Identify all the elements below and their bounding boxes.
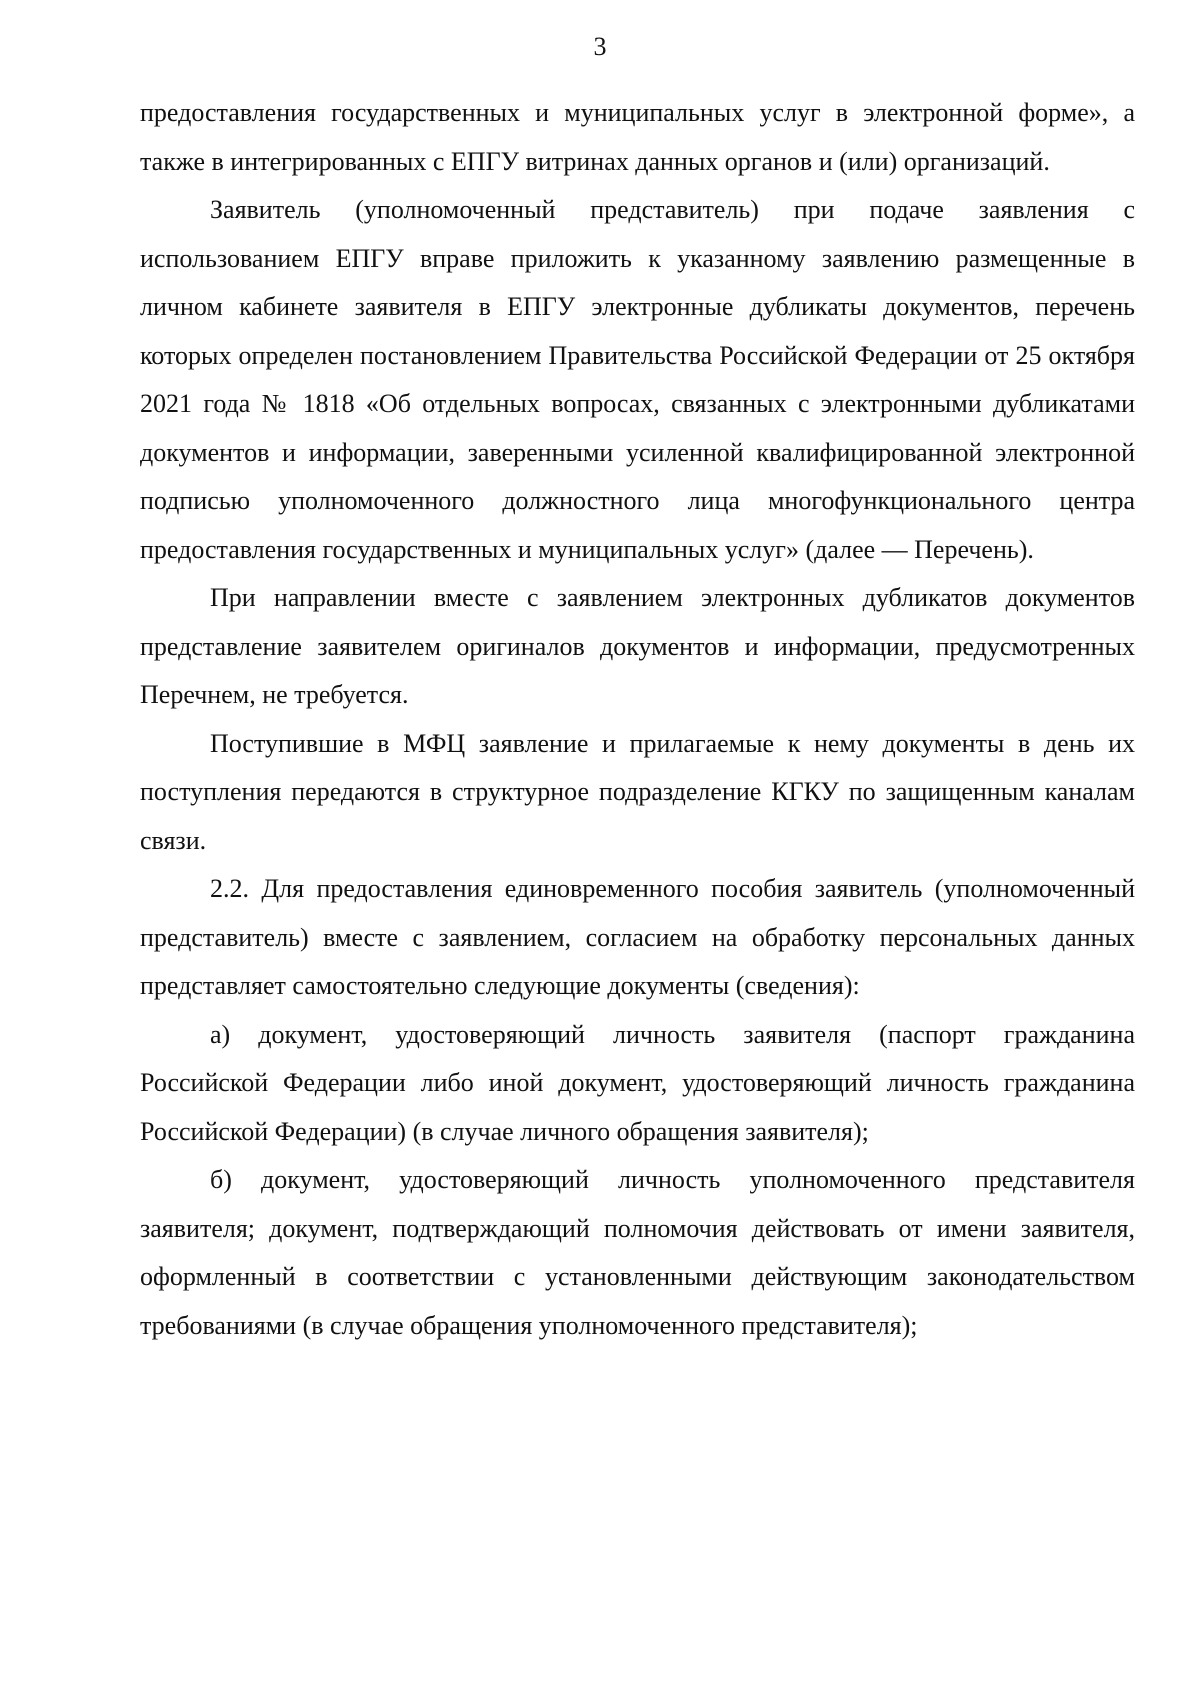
paragraph-applicant-epgu: Заявитель (уполномоченный представитель) при подаче заявления с использованием ЕПГУ вправе приложить к указанному заявлению размещенные в личном кабинете заявителя в ЕПГУ электронные дубликаты документов, перечень которых определен постановлением Правительства Российской Федерации от 25 октября 2021 года № 1818 «Об отдельных вопросах, связанных с электронными дубликатами документов и информации, заверенными усиленной квалифицированной электронной подписью уполномоченного должностного лица многофункционального центра предоставления государственных и муниципальных услуг» (далее — Перечень). <box>140 195 1135 564</box>
paragraph-mfc: Поступившие в МФЦ заявление и прилагаемые к нему документы в день их поступления передаются в структурное подразделение КГКУ по защищенным каналам связи. <box>140 728 1135 855</box>
paragraph-duplicates: При направлении вместе с заявлением электронных дубликатов документов представление заявителем оригиналов документов и информации, предусмотренных Перечнем, не требуется. <box>140 583 1135 709</box>
document-body <box>140 89 1135 1350</box>
page-number: 3 <box>593 32 607 61</box>
paragraph-continuation: предоставления государственных и муниципальных услуг в электронной форме», а также в интегрированных с ЕПГУ витринах данных органов и (или) организаций. <box>140 98 1135 176</box>
paragraph-item-b: б) документ, удостоверяющий личность уполномоченного представителя заявителя; документ, подтверждающий полномочия действовать от имени заявителя, оформленный в соответствии с установленными действующим законодательством требованиями (в случае обращения уполномоченного представителя); <box>140 1165 1135 1340</box>
paragraph-2-2: 2.2. Для предоставления единовременного пособия заявитель (уполномоченный представитель) вместе с заявлением, согласием на обработку персональных данных представляет самостоятельно следующие документы (сведения): <box>140 874 1135 1000</box>
paragraph-item-a: а) документ, удостоверяющий личность заявителя (паспорт гражданина Российской Федерации либо иной документ, удостоверяющий личность гражданина Российской Федерации) (в случае личного обращения заявителя); <box>140 1019 1135 1146</box>
